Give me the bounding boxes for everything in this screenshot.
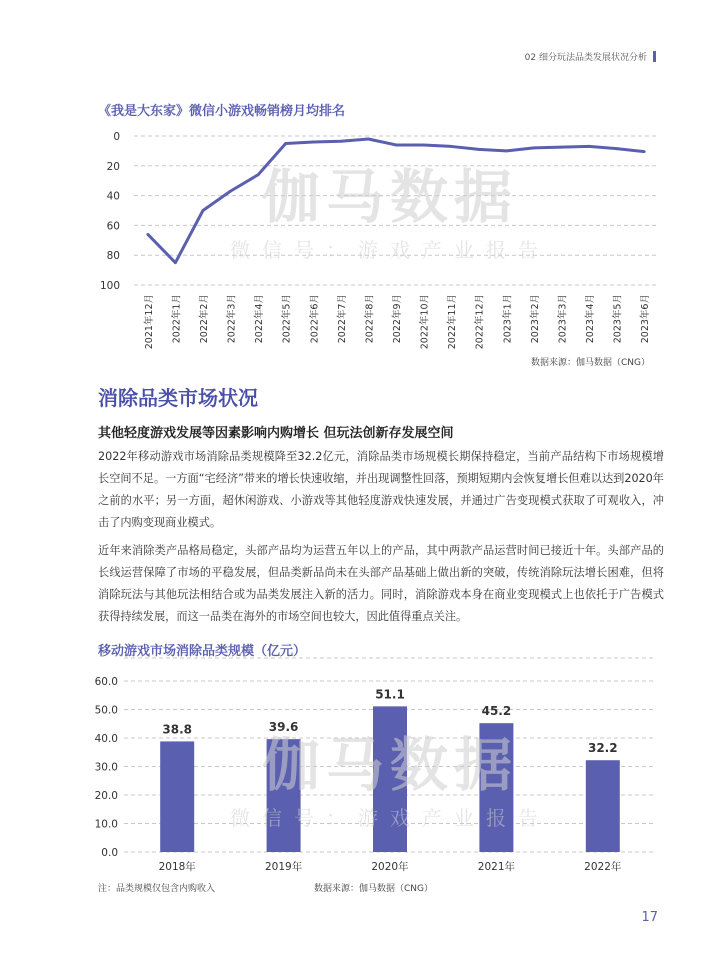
rank-data-point <box>615 147 618 150</box>
bar-y-tick-label: 50.0 <box>94 704 118 717</box>
paragraph-2: 近年来消除类产品格局稳定，头部产品均为运营五年以上的产品，其中两款产品运营时间已接近十年。头部产品的长线运营保障了市场的平稳发展，但品类新品尚未在头部产品基础上做出新的突破，传统消除玩法增长困难，但将消除玩法与其他玩法相结合或为品类发展注入新的活力。同时，消除游戏本身在商业变现模式上也依托于广告模式获得持续发展，而这一品类在海外的市场空间也较大，因此值得重点关注。 <box>98 544 664 623</box>
rank-x-tick-label: 2022年5月 <box>281 294 293 344</box>
rank-x-tick-label: 2022年11月 <box>447 294 459 350</box>
bar <box>479 723 513 852</box>
rank-series-line <box>148 139 644 263</box>
bar-y-tick-label: 30.0 <box>94 761 118 774</box>
rank-data-point <box>229 190 232 193</box>
rank-y-tick-label: 0 <box>113 131 120 143</box>
bar-x-tick-label: 2018年 <box>158 861 196 873</box>
rank-chart-source: 数据来源：伽马数据（CNG） <box>531 358 650 368</box>
bar-value-label: 38.8 <box>162 722 193 737</box>
rank-x-tick-label: 2022年12月 <box>474 293 486 350</box>
rank-data-point <box>505 150 508 153</box>
paragraph-1: 2022年移动游戏市场消除品类规模降至32.2亿元，消除品类市场规模长期保持稳定，当前产品结构下市场规模增长空间不足。一方面“宅经济”带来的增长快速收缩，并出现调整性回落，预期短期内会恢复增长但难以达到2020年之前的水平；另一方面，超休闲游戏、小游戏等其他轻度游戏快速发展，并通过广告变现模式获取了可观收入，冲击了内购变现商业模式。 <box>98 450 664 529</box>
rank-y-tick-label: 80 <box>106 250 120 263</box>
rank-chart <box>0 0 710 370</box>
rank-data-point <box>257 173 260 176</box>
rank-x-tick-label: 2022年9月 <box>392 294 403 344</box>
rank-data-point <box>174 261 177 264</box>
bar <box>160 741 194 852</box>
section-title: 消除品类市场状况 <box>98 386 258 410</box>
bar-value-label: 45.2 <box>481 704 512 719</box>
section-subheading: 其他轻度游戏发展等因素影响内购增长 但玩法创新存发展空间 <box>98 426 454 441</box>
rank-y-tick-label: 100 <box>99 280 120 292</box>
rank-y-tick-label: 60 <box>106 220 120 233</box>
bar <box>586 760 620 852</box>
bar-y-tick-label: 0.0 <box>101 847 118 859</box>
bar <box>267 739 301 852</box>
scale-chart-source: 数据来源：伽马数据（CNG） <box>314 884 433 894</box>
rank-data-point <box>395 144 398 147</box>
rank-data-point <box>312 141 315 144</box>
rank-x-tick-label: 2022年8月 <box>364 294 376 344</box>
rank-data-point <box>643 150 646 153</box>
bar-x-tick-label: 2020年 <box>371 861 409 873</box>
rank-chart-title: 《我是大东家》微信小游戏畅销榜月均排名 <box>98 104 346 119</box>
scale-bar-chart <box>0 650 710 890</box>
bar-value-label: 51.1 <box>375 687 405 702</box>
bar-y-tick-label: 20.0 <box>94 790 118 802</box>
rank-data-point <box>146 233 149 236</box>
rank-x-tick-label: 2022年1月 <box>171 294 183 344</box>
rank-x-tick-label: 2022年3月 <box>226 294 238 344</box>
rank-x-tick-label: 2022年10月 <box>419 294 431 350</box>
rank-y-tick-label: 40 <box>106 190 120 203</box>
watermark-top: 伽马数据 微信号：游戏产业报告 <box>230 163 550 262</box>
rank-x-tick-label: 2022年2月 <box>198 294 210 344</box>
rank-data-point <box>477 148 480 151</box>
rank-data-point <box>202 209 205 212</box>
rank-data-point <box>560 146 563 149</box>
rank-x-tick-label: 2021年12月 <box>143 294 155 350</box>
rank-data-point <box>532 147 535 150</box>
rank-x-tick-label: 2022年6月 <box>309 294 321 344</box>
rank-data-point <box>588 145 591 148</box>
rank-x-tick-label: 2023年4月 <box>585 294 597 344</box>
rank-x-tick-label: 2022年4月 <box>254 294 266 344</box>
bar-y-tick-label: 10.0 <box>94 818 118 831</box>
section-label: 02 细分玩法品类发展状况分析 <box>524 53 647 63</box>
bar-value-label: 32.2 <box>587 741 618 756</box>
bar-x-tick-label: 2019年 <box>264 861 303 873</box>
bar-y-tick-label: 40.0 <box>94 733 118 745</box>
rank-data-point <box>422 144 425 147</box>
scale-chart-title: 移动游戏市场消除品类规模（亿元） <box>98 644 307 659</box>
watermark-bottom: 伽马数据 微信号：游戏产业报告 <box>230 731 550 830</box>
bar-x-tick-label: 2021年 <box>477 861 516 873</box>
scale-chart-note: 注：品类规模仅包含内购收入 <box>98 884 216 894</box>
rank-data-point <box>339 140 342 143</box>
rank-x-tick-label: 2023年6月 <box>640 294 652 344</box>
bar <box>373 706 407 852</box>
rank-x-tick-label: 2022年7月 <box>336 294 348 344</box>
page-number: 17 <box>641 910 658 925</box>
rank-x-tick-label: 2023年1月 <box>502 294 514 344</box>
rank-y-tick-label: 20 <box>106 160 120 173</box>
rank-x-tick-label: 2023年2月 <box>529 294 541 344</box>
rank-x-tick-label: 2023年3月 <box>557 294 569 344</box>
bar-value-label: 39.6 <box>268 720 299 735</box>
rank-data-point <box>450 145 453 148</box>
bar-y-tick-label: 60.0 <box>94 676 118 688</box>
rank-data-point <box>284 142 287 145</box>
bar-x-tick-label: 2022年 <box>584 861 622 873</box>
rank-x-tick-label: 2023年5月 <box>612 294 624 344</box>
rank-data-point <box>367 138 370 141</box>
